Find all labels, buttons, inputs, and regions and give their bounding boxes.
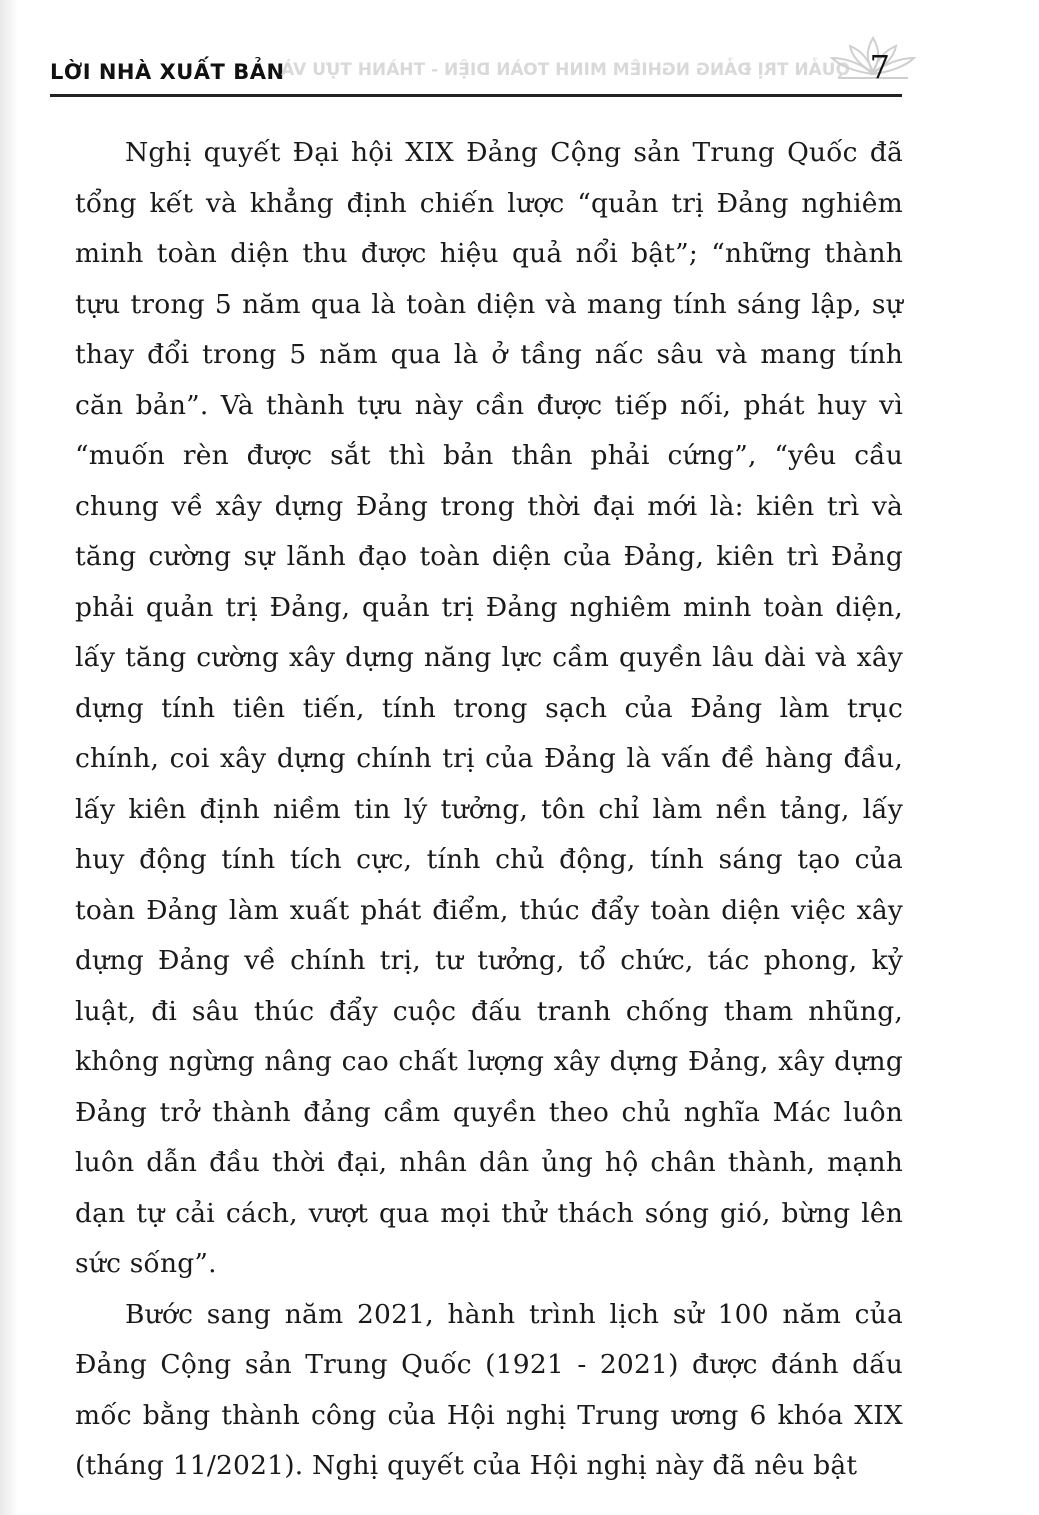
body-text — [75, 128, 903, 1492]
section-title: LỜI NHÀ XUẤT BẢN — [50, 60, 285, 84]
paragraph-1: Nghị quyết Đại hội XIX Đảng Cộng sản Trung Quốc đã tổng kết và khẳng định chiến lược “quản trị Đảng nghiêm minh toàn diện thu được hiệu quả nổi bật”; “những thành tựu trong 5 năm qua là toàn diện và mang tính sáng lập, sự thay đổi trong 5 năm qua là ở tầng nấc sâu và mang tính căn bản”. Và thành tựu này cần được tiếp nối, phát huy vì “muốn rèn được sắt thì bản thân phải cứng”, “yêu cầu chung về xây dựng Đảng trong thời đại mới là: kiên trì và tăng cường sự lãnh đạo toàn diện của Đảng, kiên trì Đảng phải quản trị Đảng, quản trị Đảng nghiêm minh toàn diện, lấy tăng cường xây dựng năng lực cầm quyền lâu dài và xây dựng tính tiên tiến, tính trong sạch của Đảng làm trục chính, coi xây dựng chính trị của Đảng là vấn đề hàng đầu, lấy kiên định niềm tin lý tưởng, tôn chỉ làm nền tảng, lấy huy động tính tích cực, tính chủ động, tính sáng tạo của toàn Đảng làm xuất phát điểm, thúc đẩy toàn diện việc xây dựng Đảng về chính trị, tư tưởng, tổ chức, tác phong, kỷ luật, đi sâu thúc đẩy cuộc đấu tranh chống tham nhũng, không ngừng nâng cao chất lượng xây dựng Đảng, xây dựng Đảng trở thành đảng cầm quyền theo chủ nghĩa Mác luôn luôn dẫn đầu thời đại, nhân dân ủng hộ chân thành, mạnh dạn tự cải cách, vượt qua mọi thử thách sóng gió, bừng lên sức sống”. — [75, 137, 903, 1279]
header-rule — [50, 94, 902, 97]
page-gutter-shadow — [0, 0, 18, 1515]
paragraph-2: Bước sang năm 2021, hành trình lịch sử 100 năm của Đảng Cộng sản Trung Quốc (1921 - 2021) được đánh dấu mốc bằng thành công của Hội nghị Trung ương 6 khóa XIX (tháng 11/2021). Nghị quyết của Hội nghị này đã nêu bật — [75, 1298, 903, 1481]
running-header — [50, 46, 902, 94]
mirrored-bleed-title: QUẢN TRỊ ĐẢNG NGHIÊM MINH TOÀN DIỆN - THÀNH TỰU VÀ — [281, 60, 850, 80]
page-number: 7 — [869, 48, 890, 86]
